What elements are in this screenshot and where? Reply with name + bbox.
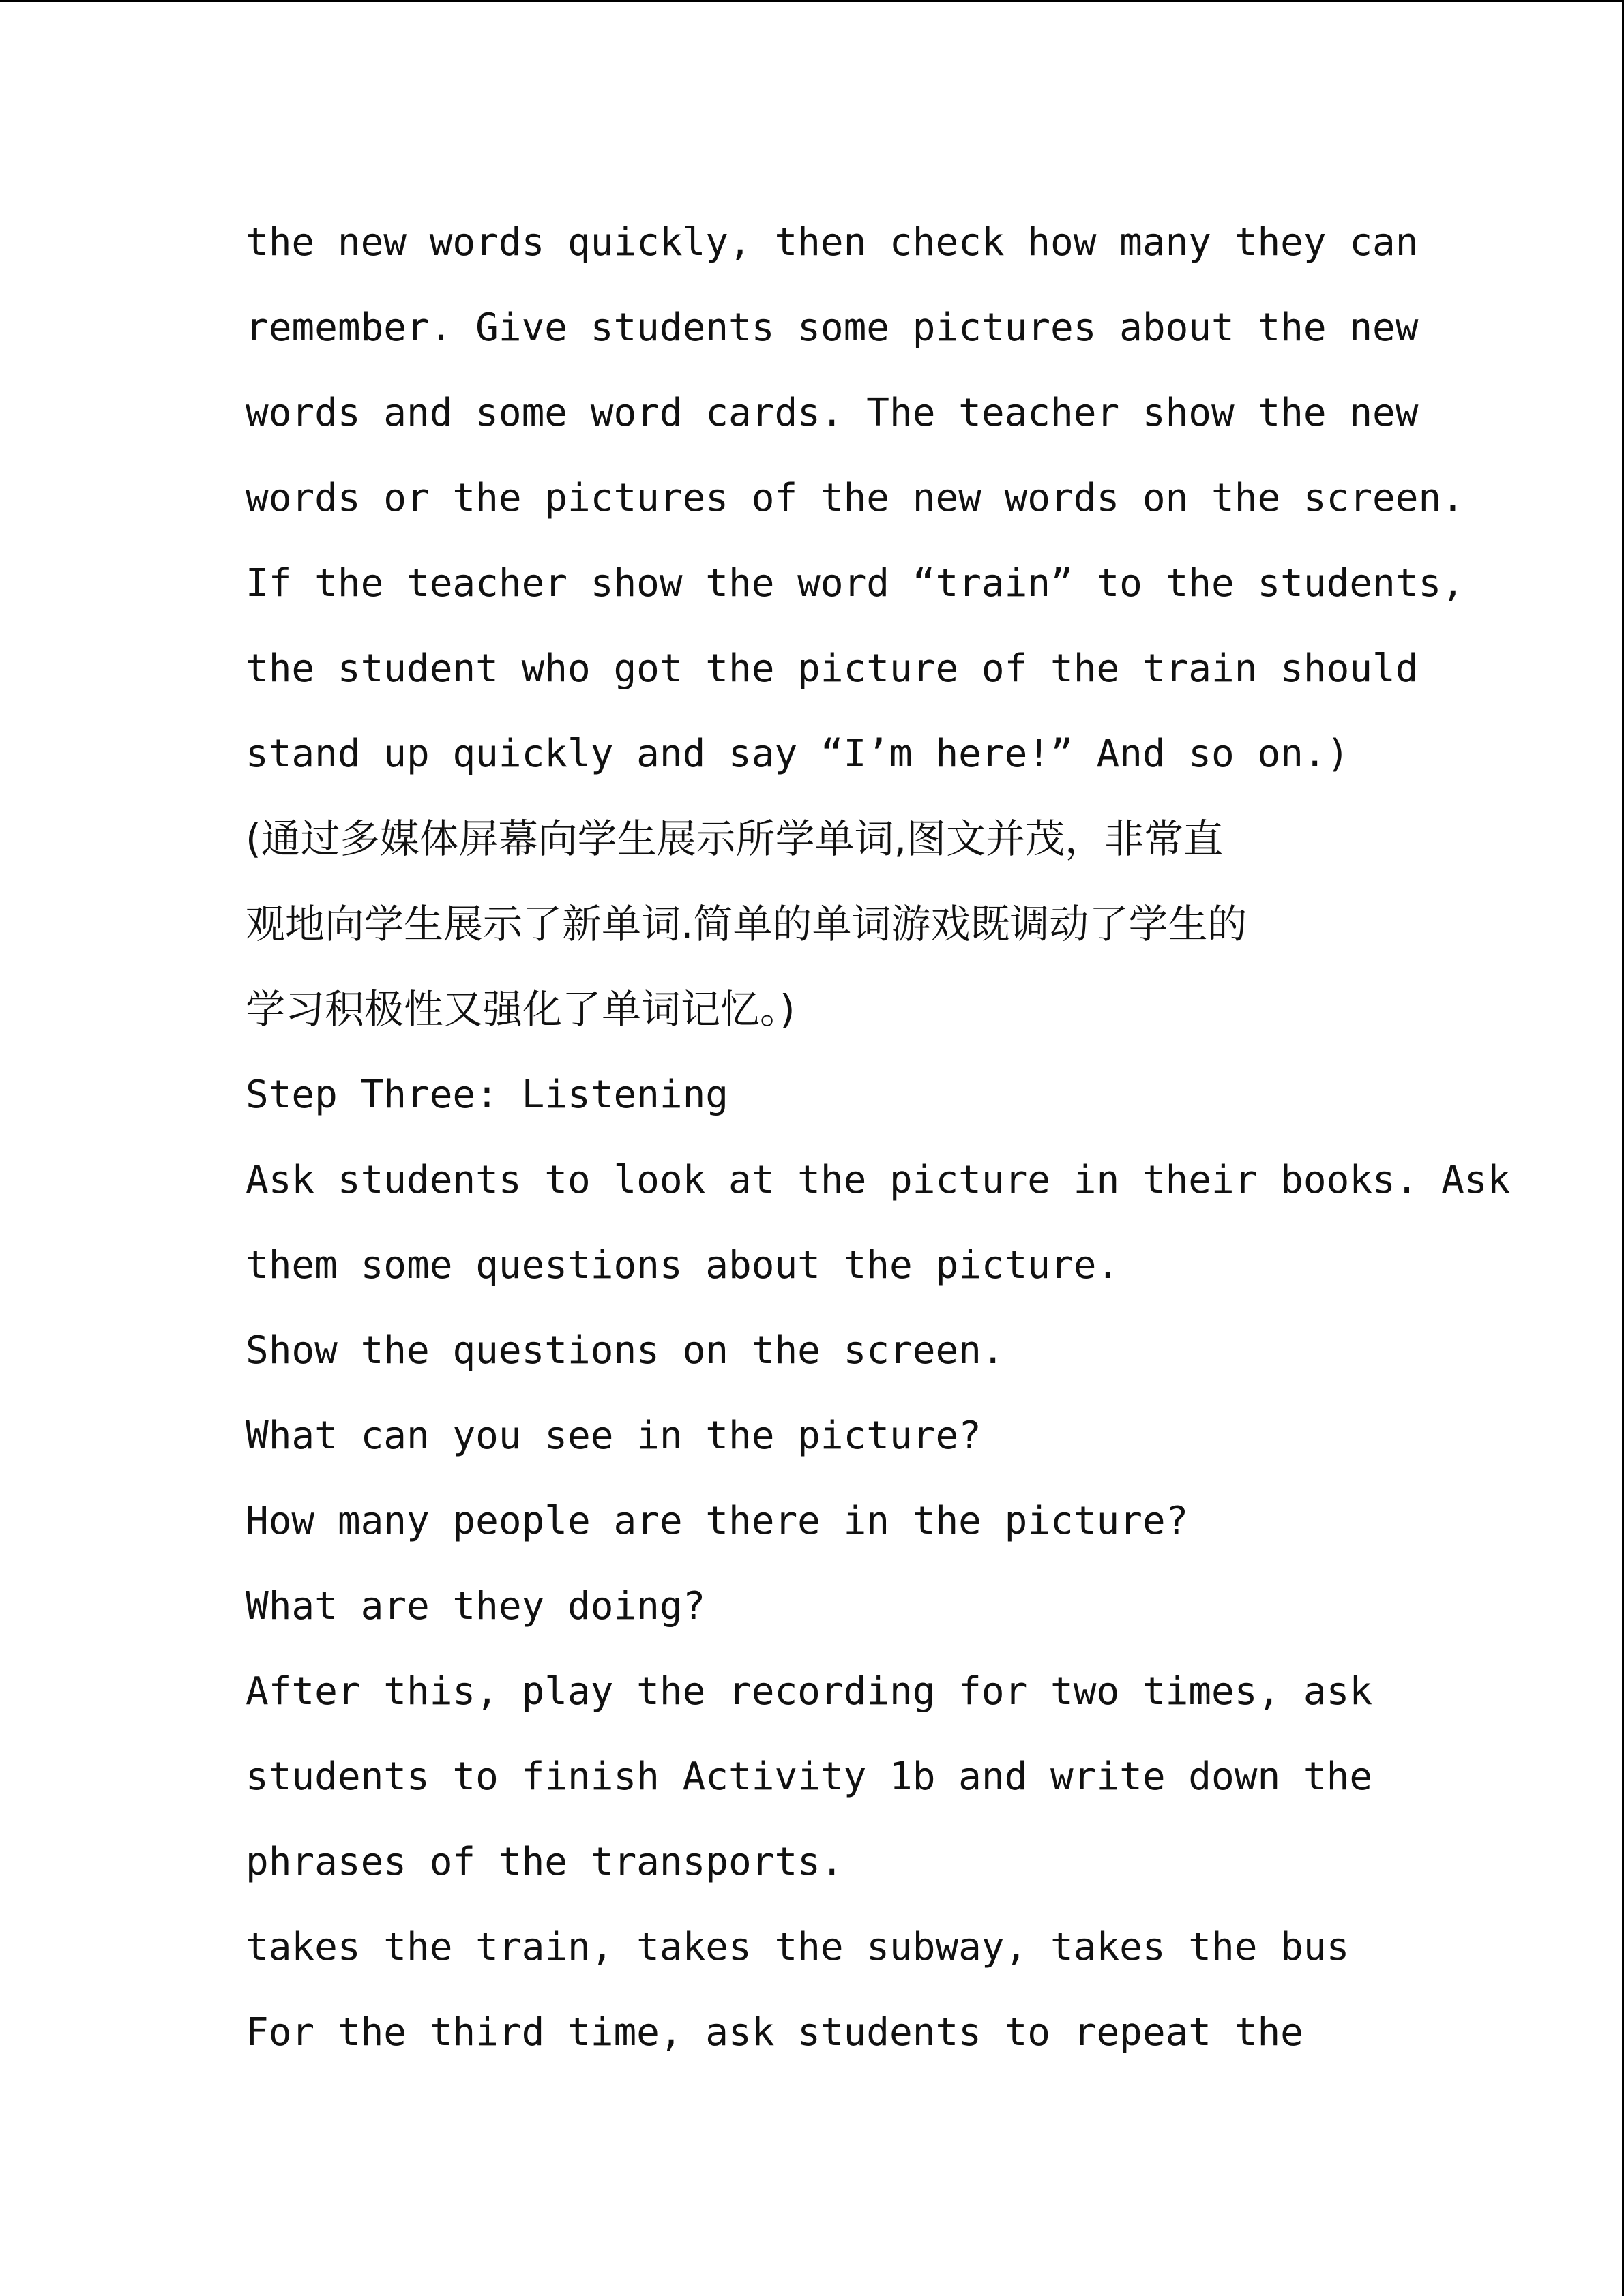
chinese-note-line: 学习积极性又强化了单词记忆。) — [246, 986, 795, 1032]
question-line: What can you see in the picture? — [246, 1414, 981, 1458]
chinese-note-line: (通过多媒体屏幕向学生展示所学单词,图文并茂，非常直 — [246, 816, 1224, 862]
text-line: stand up quickly and say “I’m here!” And so on.) — [246, 732, 1350, 776]
text-line: words and some word cards. The teacher show the new — [246, 391, 1419, 435]
question-line: What are they doing? — [246, 1584, 706, 1628]
text-line: them some questions about the picture. — [246, 1243, 1120, 1287]
text-line: phrases of the transports. — [246, 1840, 844, 1884]
text-line: After this, play the recording for two times, ask — [246, 1669, 1373, 1714]
text-line: If the teacher show the word “train” to the students, — [246, 561, 1464, 606]
text-line: the student who got the picture of the train should — [246, 646, 1419, 691]
step-heading: Step Three: Listening — [246, 1073, 729, 1117]
text-line: remember. Give students some pictures about the new — [246, 305, 1419, 350]
document-body — [246, 200, 1511, 2075]
chinese-note-line: 观地向学生展示了新单词.简单的单词游戏既调动了学生的 — [246, 901, 1247, 947]
question-line: How many people are there in the picture? — [246, 1499, 1189, 1543]
text-line: Ask students to look at the picture in their books. Ask — [246, 1158, 1511, 1202]
text-line: Show the questions on the screen. — [246, 1328, 1005, 1373]
text-line: students to finish Activity 1b and write down the — [246, 1755, 1373, 1799]
text-line: For the third time, ask students to repeat the — [246, 2010, 1303, 2055]
text-line: words or the pictures of the new words on the screen. — [246, 476, 1464, 520]
text-line: the new words quickly, then check how many they can — [246, 220, 1419, 265]
phrase-line: takes the train, takes the subway, takes the bus — [246, 1925, 1350, 1969]
